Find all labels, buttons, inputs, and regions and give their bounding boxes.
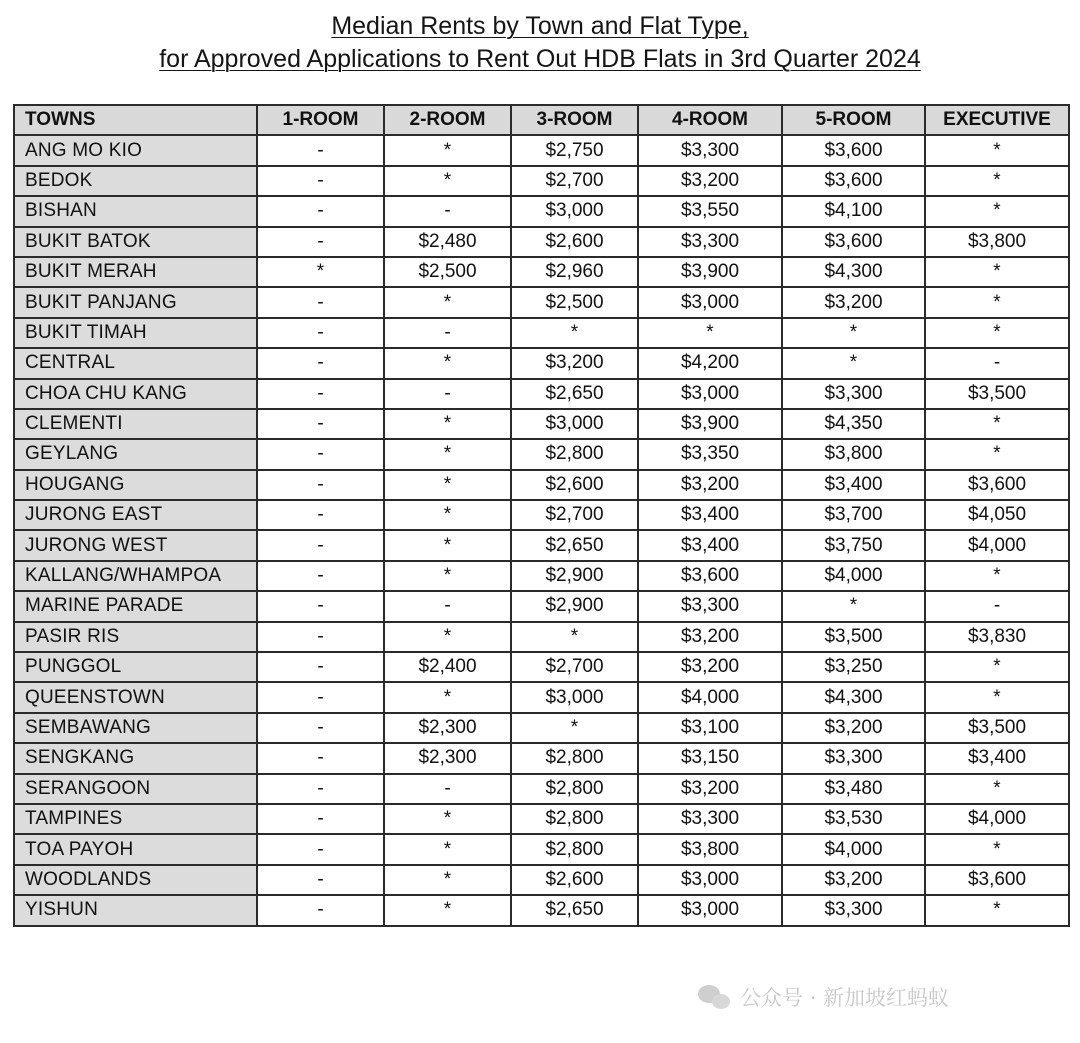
watermark: [698, 982, 949, 1012]
rent-cell-4-room: $3,200: [638, 166, 782, 196]
town-name-cell: PUNGGOL: [14, 652, 257, 682]
rent-cell-executive: *: [925, 561, 1069, 591]
rent-cell-2-room: *: [384, 470, 511, 500]
header-3-room: 3-ROOM: [511, 105, 638, 135]
rent-cell-2-room: *: [384, 166, 511, 196]
rent-cell-5-room: $3,200: [782, 865, 925, 895]
header-2-room: 2-ROOM: [384, 105, 511, 135]
median-rents-table: [13, 104, 1070, 927]
town-name-cell: TAMPINES: [14, 804, 257, 834]
town-name-cell: MARINE PARADE: [14, 591, 257, 621]
rent-cell-executive: *: [925, 287, 1069, 317]
town-name-cell: JURONG EAST: [14, 500, 257, 530]
rent-cell-5-room: $4,100: [782, 196, 925, 226]
town-name-cell: HOUGANG: [14, 470, 257, 500]
rent-cell-executive: $3,830: [925, 622, 1069, 652]
rent-cell-3-room: $3,000: [511, 682, 638, 712]
rent-cell-5-room: $3,200: [782, 287, 925, 317]
rent-cell-executive: -: [925, 348, 1069, 378]
header-5-room: 5-ROOM: [782, 105, 925, 135]
table-row: [14, 227, 1069, 257]
rent-cell-4-room: $3,900: [638, 409, 782, 439]
table-row: [14, 379, 1069, 409]
town-name-cell: WOODLANDS: [14, 865, 257, 895]
table-row: [14, 652, 1069, 682]
rent-cell-4-room: $3,300: [638, 591, 782, 621]
table-row: [14, 135, 1069, 165]
table-row: [14, 348, 1069, 378]
rent-cell-5-room: $3,600: [782, 227, 925, 257]
title-line-1: Median Rents by Town and Flat Type,: [331, 12, 749, 40]
rent-cell-5-room: $3,300: [782, 895, 925, 925]
rent-cell-2-room: $2,300: [384, 743, 511, 773]
town-name-cell: CLEMENTI: [14, 409, 257, 439]
rent-cell-2-room: -: [384, 774, 511, 804]
rent-cell-3-room: $3,000: [511, 409, 638, 439]
rent-cell-3-room: $2,650: [511, 895, 638, 925]
table-row: [14, 895, 1069, 925]
rent-cell-1-room: -: [257, 135, 384, 165]
town-name-cell: BUKIT BATOK: [14, 227, 257, 257]
town-name-cell: BISHAN: [14, 196, 257, 226]
table-row: [14, 500, 1069, 530]
rent-cell-3-room: $2,600: [511, 227, 638, 257]
rent-cell-3-room: $2,800: [511, 743, 638, 773]
table-row: [14, 713, 1069, 743]
rent-cell-2-room: *: [384, 500, 511, 530]
town-name-cell: SENGKANG: [14, 743, 257, 773]
header-row: [14, 105, 1069, 135]
rent-cell-5-room: *: [782, 591, 925, 621]
rent-cell-2-room: *: [384, 348, 511, 378]
rent-cell-1-room: -: [257, 470, 384, 500]
rent-cell-3-room: $2,960: [511, 257, 638, 287]
rent-cell-2-room: *: [384, 530, 511, 560]
rent-cell-2-room: $2,500: [384, 257, 511, 287]
town-name-cell: YISHUN: [14, 895, 257, 925]
rent-cell-2-room: *: [384, 834, 511, 864]
rent-cell-5-room: $3,500: [782, 622, 925, 652]
rent-cell-5-room: $4,300: [782, 257, 925, 287]
rent-cell-3-room: $2,800: [511, 804, 638, 834]
rent-cell-4-room: $3,600: [638, 561, 782, 591]
rent-cell-4-room: $3,000: [638, 287, 782, 317]
table-row: [14, 682, 1069, 712]
rent-cell-3-room: $3,000: [511, 196, 638, 226]
rent-cell-1-room: -: [257, 652, 384, 682]
rent-cell-3-room: $2,800: [511, 834, 638, 864]
rent-cell-executive: *: [925, 774, 1069, 804]
rent-cell-5-room: $3,530: [782, 804, 925, 834]
document-title: [0, 10, 1080, 76]
rent-cell-2-room: $2,300: [384, 713, 511, 743]
rent-cell-5-room: $4,000: [782, 834, 925, 864]
rent-cell-1-room: -: [257, 834, 384, 864]
table-header: [14, 105, 1069, 135]
town-name-cell: SERANGOON: [14, 774, 257, 804]
rent-cell-2-room: *: [384, 682, 511, 712]
rent-cell-5-room: $3,200: [782, 713, 925, 743]
rent-cell-1-room: -: [257, 227, 384, 257]
rent-cell-2-room: $2,480: [384, 227, 511, 257]
rent-cell-4-room: $3,200: [638, 622, 782, 652]
rent-cell-1-room: -: [257, 743, 384, 773]
rent-cell-1-room: -: [257, 804, 384, 834]
rent-cell-4-room: $3,400: [638, 500, 782, 530]
rent-cell-5-room: $3,400: [782, 470, 925, 500]
rent-cell-1-room: -: [257, 500, 384, 530]
rent-cell-1-room: -: [257, 348, 384, 378]
table-body: [14, 135, 1069, 925]
rent-cell-3-room: $2,900: [511, 591, 638, 621]
rent-cell-1-room: -: [257, 561, 384, 591]
rent-cell-executive: *: [925, 834, 1069, 864]
rent-cell-3-room: *: [511, 318, 638, 348]
town-name-cell: BUKIT TIMAH: [14, 318, 257, 348]
rent-cell-3-room: $2,650: [511, 379, 638, 409]
town-name-cell: BUKIT MERAH: [14, 257, 257, 287]
rent-cell-3-room: *: [511, 713, 638, 743]
rent-cell-4-room: $4,000: [638, 682, 782, 712]
rent-cell-2-room: *: [384, 804, 511, 834]
table-row: [14, 166, 1069, 196]
rent-cell-2-room: *: [384, 895, 511, 925]
rent-cell-1-room: -: [257, 682, 384, 712]
table-row: [14, 409, 1069, 439]
rent-cell-4-room: $3,900: [638, 257, 782, 287]
rent-cell-executive: $3,600: [925, 470, 1069, 500]
rent-cell-2-room: *: [384, 439, 511, 469]
rent-cell-5-room: $4,000: [782, 561, 925, 591]
rent-cell-executive: *: [925, 652, 1069, 682]
rent-cell-5-room: $3,250: [782, 652, 925, 682]
rent-cell-3-room: $2,900: [511, 561, 638, 591]
rent-cell-executive: $3,500: [925, 713, 1069, 743]
table-row: [14, 318, 1069, 348]
rent-cell-3-room: $2,650: [511, 530, 638, 560]
rent-cell-4-room: $3,350: [638, 439, 782, 469]
rent-cell-3-room: $2,800: [511, 774, 638, 804]
watermark-text: 公众号 · 新加坡红蚂蚁: [740, 986, 950, 1010]
rent-cell-4-room: $3,800: [638, 834, 782, 864]
header-towns: TOWNS: [14, 105, 257, 135]
table-row: [14, 591, 1069, 621]
rent-cell-1-room: -: [257, 622, 384, 652]
header-executive: EXECUTIVE: [925, 105, 1069, 135]
rent-cell-4-room: $3,150: [638, 743, 782, 773]
rent-cell-executive: $3,500: [925, 379, 1069, 409]
rent-cell-1-room: -: [257, 196, 384, 226]
rent-cell-1-room: -: [257, 774, 384, 804]
table-row: [14, 865, 1069, 895]
rent-cell-executive: -: [925, 591, 1069, 621]
rent-cell-3-room: $2,700: [511, 652, 638, 682]
rent-cell-executive: *: [925, 439, 1069, 469]
table-row: [14, 470, 1069, 500]
rent-cell-4-room: $3,300: [638, 135, 782, 165]
table-row: [14, 834, 1069, 864]
rent-cell-3-room: $2,500: [511, 287, 638, 317]
wechat-icon: [698, 983, 732, 1011]
table-row: [14, 439, 1069, 469]
rent-cell-2-room: *: [384, 135, 511, 165]
town-name-cell: JURONG WEST: [14, 530, 257, 560]
rent-cell-4-room: $3,200: [638, 652, 782, 682]
rent-cell-4-room: $3,400: [638, 530, 782, 560]
rent-cell-1-room: -: [257, 865, 384, 895]
rent-cell-executive: $3,600: [925, 865, 1069, 895]
rent-cell-executive: $3,800: [925, 227, 1069, 257]
table-row: [14, 287, 1069, 317]
town-name-cell: KALLANG/WHAMPOA: [14, 561, 257, 591]
table-row: [14, 804, 1069, 834]
table-row: [14, 196, 1069, 226]
rent-cell-5-room: *: [782, 348, 925, 378]
rent-cell-3-room: $2,700: [511, 166, 638, 196]
town-name-cell: ANG MO KIO: [14, 135, 257, 165]
rent-cell-5-room: $3,480: [782, 774, 925, 804]
rent-cell-4-room: $4,200: [638, 348, 782, 378]
rent-cell-1-room: -: [257, 318, 384, 348]
rent-cell-2-room: -: [384, 196, 511, 226]
rent-cell-4-room: $3,550: [638, 196, 782, 226]
title-line-2: for Approved Applications to Rent Out HDB Flats in 3rd Quarter 2024: [159, 45, 921, 73]
rent-cell-1-room: -: [257, 379, 384, 409]
rent-cell-3-room: $2,600: [511, 865, 638, 895]
table-row: [14, 561, 1069, 591]
rent-cell-executive: $4,000: [925, 804, 1069, 834]
header-4-room: 4-ROOM: [638, 105, 782, 135]
town-name-cell: PASIR RIS: [14, 622, 257, 652]
rent-cell-executive: $4,050: [925, 500, 1069, 530]
town-name-cell: CHOA CHU KANG: [14, 379, 257, 409]
rent-cell-executive: *: [925, 257, 1069, 287]
town-name-cell: BEDOK: [14, 166, 257, 196]
rent-cell-4-room: $3,100: [638, 713, 782, 743]
rent-cell-1-room: -: [257, 591, 384, 621]
table-row: [14, 257, 1069, 287]
table-row: [14, 774, 1069, 804]
town-name-cell: BUKIT PANJANG: [14, 287, 257, 317]
town-name-cell: CENTRAL: [14, 348, 257, 378]
rent-cell-4-room: $3,300: [638, 227, 782, 257]
rent-cell-executive: $4,000: [925, 530, 1069, 560]
rent-cell-5-room: $3,800: [782, 439, 925, 469]
rent-cell-5-room: $3,600: [782, 135, 925, 165]
rent-cell-4-room: $3,300: [638, 804, 782, 834]
rent-cell-executive: *: [925, 135, 1069, 165]
rent-cell-executive: *: [925, 166, 1069, 196]
header-1-room: 1-ROOM: [257, 105, 384, 135]
rent-cell-1-room: -: [257, 895, 384, 925]
rent-cell-5-room: $4,300: [782, 682, 925, 712]
rent-cell-executive: *: [925, 895, 1069, 925]
table-row: [14, 622, 1069, 652]
town-name-cell: TOA PAYOH: [14, 834, 257, 864]
rent-cell-4-room: $3,000: [638, 865, 782, 895]
rent-cell-1-room: -: [257, 713, 384, 743]
town-name-cell: GEYLANG: [14, 439, 257, 469]
town-name-cell: QUEENSTOWN: [14, 682, 257, 712]
rent-cell-5-room: $3,750: [782, 530, 925, 560]
rent-cell-1-room: -: [257, 287, 384, 317]
rent-cell-1-room: -: [257, 409, 384, 439]
rent-cell-5-room: *: [782, 318, 925, 348]
rent-cell-4-room: *: [638, 318, 782, 348]
rent-cell-3-room: $2,700: [511, 500, 638, 530]
rent-cell-1-room: -: [257, 439, 384, 469]
rent-cell-5-room: $4,350: [782, 409, 925, 439]
rent-cell-2-room: *: [384, 287, 511, 317]
rent-cell-5-room: $3,700: [782, 500, 925, 530]
rent-cell-2-room: *: [384, 409, 511, 439]
rent-cell-2-room: *: [384, 622, 511, 652]
rent-cell-3-room: $3,200: [511, 348, 638, 378]
rent-cell-executive: $3,400: [925, 743, 1069, 773]
rent-cell-4-room: $3,000: [638, 379, 782, 409]
rent-cell-5-room: $3,600: [782, 166, 925, 196]
town-name-cell: SEMBAWANG: [14, 713, 257, 743]
rent-cell-2-room: -: [384, 318, 511, 348]
rent-cell-2-room: *: [384, 561, 511, 591]
rent-cell-3-room: $2,600: [511, 470, 638, 500]
rent-cell-1-room: *: [257, 257, 384, 287]
table-row: [14, 530, 1069, 560]
rent-cell-2-room: $2,400: [384, 652, 511, 682]
rent-cell-3-room: *: [511, 622, 638, 652]
rent-cell-4-room: $3,200: [638, 470, 782, 500]
rent-cell-executive: *: [925, 409, 1069, 439]
rent-cell-3-room: $2,750: [511, 135, 638, 165]
rent-cell-executive: *: [925, 318, 1069, 348]
rent-cell-5-room: $3,300: [782, 379, 925, 409]
rent-cell-1-room: -: [257, 166, 384, 196]
rent-cell-5-room: $3,300: [782, 743, 925, 773]
rent-cell-2-room: -: [384, 379, 511, 409]
table-row: [14, 743, 1069, 773]
rent-cell-2-room: *: [384, 865, 511, 895]
rent-cell-executive: *: [925, 682, 1069, 712]
rent-cell-4-room: $3,000: [638, 895, 782, 925]
rent-cell-executive: *: [925, 196, 1069, 226]
rent-cell-2-room: -: [384, 591, 511, 621]
rent-cell-4-room: $3,200: [638, 774, 782, 804]
rent-cell-1-room: -: [257, 530, 384, 560]
rent-cell-3-room: $2,800: [511, 439, 638, 469]
